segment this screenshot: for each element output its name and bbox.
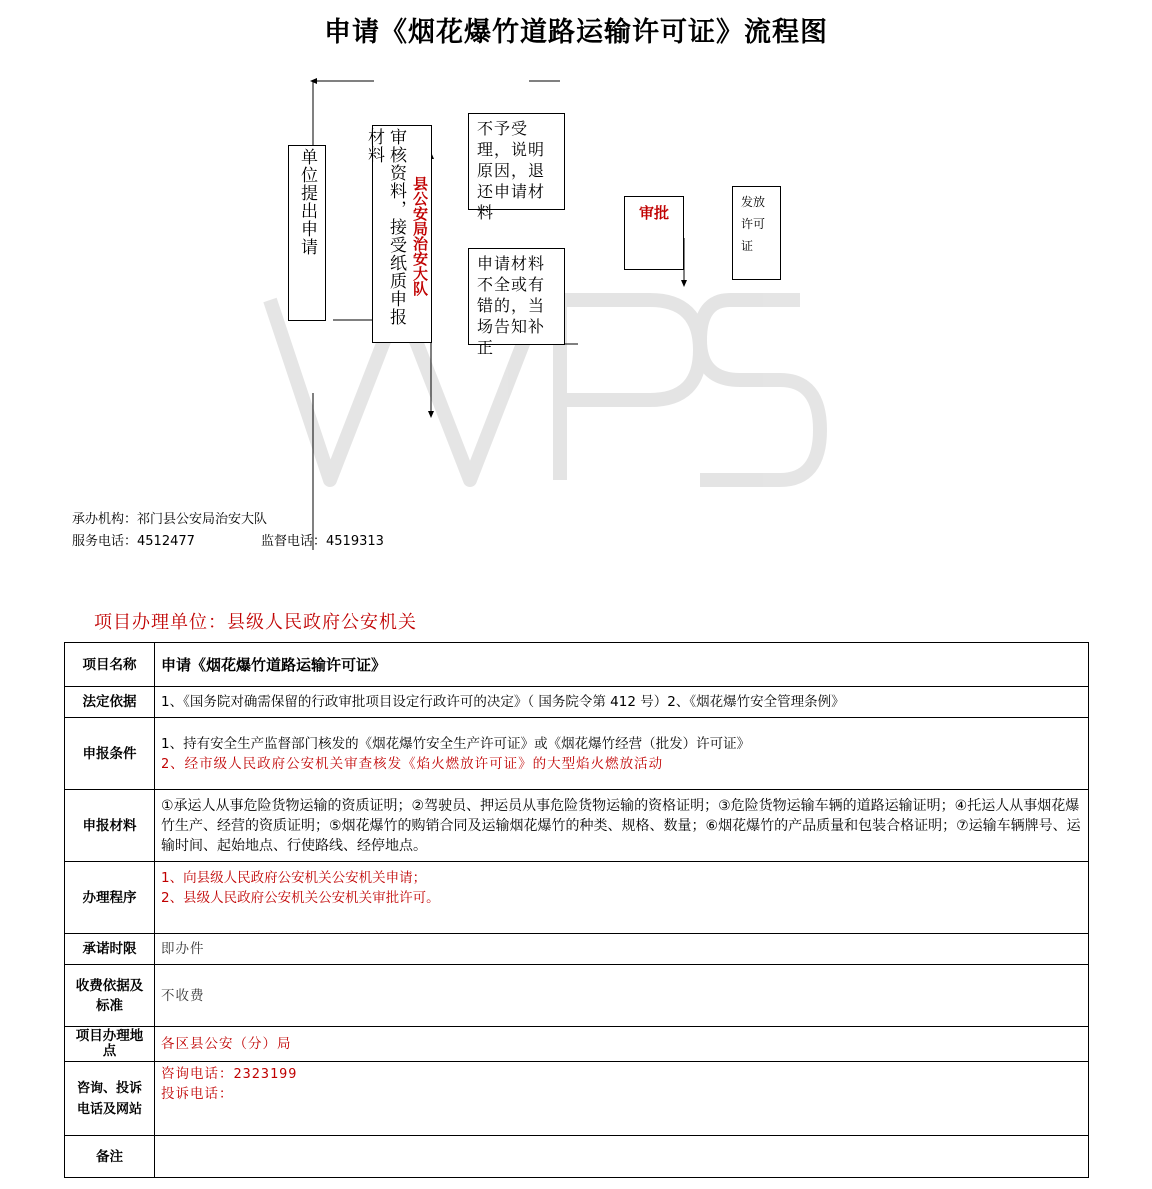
row-label: 办理程序: [65, 862, 155, 934]
table-row: [65, 965, 1089, 1027]
row-label: 咨询、投诉电话及网站: [65, 1062, 155, 1136]
table-row: [65, 643, 1089, 687]
row-value: [155, 862, 1089, 934]
review-box-agency: 县公安局治安大队: [411, 176, 429, 296]
row-value: [155, 1062, 1089, 1136]
row-label: 承诺时限: [65, 934, 155, 965]
review-box-label: 审核资料，接受纸质申报材料: [364, 128, 406, 326]
row-line: 咨询电话：2323199: [161, 1066, 298, 1082]
row-value: 即办件: [155, 934, 1089, 965]
row-value: 申请《烟花爆竹道路运输许可证》: [155, 643, 1089, 687]
row-value: 1、《国务院对确需保留的行政审批项目设定行政许可的决定》（ 国务院令第 412 号）2、《烟花爆竹安全管理条例》: [155, 687, 1089, 718]
details-table: [64, 642, 1089, 1178]
table-row: [65, 934, 1089, 965]
review-box: [364, 125, 432, 343]
apply-box: [288, 145, 326, 321]
row-value: 各区县公安（分）局: [155, 1027, 1089, 1062]
row-label: 收费依据及标准: [65, 965, 155, 1027]
row-label: 项目办理地点: [65, 1027, 155, 1062]
contact-supervise-phone: 监督电话：4519313: [261, 534, 384, 549]
row-label: 项目名称: [65, 643, 155, 687]
unit-heading: 项目办理单位：县级人民政府公安机关: [94, 612, 417, 633]
row-line: 2、经市级人民政府公安机关审查核发《焰火燃放许可证》的大型焰火燃放活动: [161, 755, 664, 772]
approve-box: [624, 196, 684, 270]
supplement-box: 申请材料不全或有错的，当场告知补正: [468, 248, 565, 345]
row-value: [155, 1136, 1089, 1178]
row-line: 1、持有安全生产监督部门核发的《烟花爆竹安全生产许可证》或《烟花爆竹经营（批发）许可证》: [161, 735, 751, 752]
row-value: ①承运人从事危险货物运输的资质证明；②驾驶员、押运员从事危险货物运输的资格证明；③危险货物运输车辆的道路运输证明；④托运人从事烟花爆竹生产、经营的资质证明；⑤烟花爆竹的购销合同及运输烟花爆竹的种类、规格、数量；⑥烟花爆竹的产品质量和包装合格证明；⑦运输车辆牌号、运输时间、起始地点、行使路线、经停地点。: [155, 790, 1089, 862]
approve-box-label: 审批: [639, 204, 670, 222]
row-line: 1、向县级人民政府公安机关公安机关申请；: [161, 870, 427, 886]
issue-box-label: 发放许可证: [741, 195, 766, 253]
row-label: 申报材料: [65, 790, 155, 862]
row-value: 不收费: [155, 965, 1089, 1027]
reject-box: 不予受理，说明原因，退还申请材料: [468, 113, 565, 210]
row-label: 申报条件: [65, 718, 155, 790]
row-line: 投诉电话：: [161, 1086, 234, 1102]
contact-service-phone: 服务电话：4512477: [72, 534, 195, 549]
row-line: 2、县级人民政府公安机关公安机关审批许可。: [161, 890, 440, 906]
page-title: 申请《烟花爆竹道路运输许可证》流程图: [324, 17, 828, 48]
table-row: [65, 1136, 1089, 1178]
contact-org: 承办机构：祁门县公安局治安大队: [72, 512, 268, 527]
apply-box-label: 单位提出申请: [297, 148, 317, 256]
table-row: [65, 687, 1089, 718]
table-row: [65, 790, 1089, 862]
table-row: [65, 1027, 1089, 1062]
row-label: 法定依据: [65, 687, 155, 718]
row-value: [155, 718, 1089, 790]
table-row: [65, 862, 1089, 934]
row-label: 备注: [65, 1136, 155, 1178]
table-row: [65, 718, 1089, 790]
issue-box: [732, 186, 781, 280]
table-row: [65, 1062, 1089, 1136]
